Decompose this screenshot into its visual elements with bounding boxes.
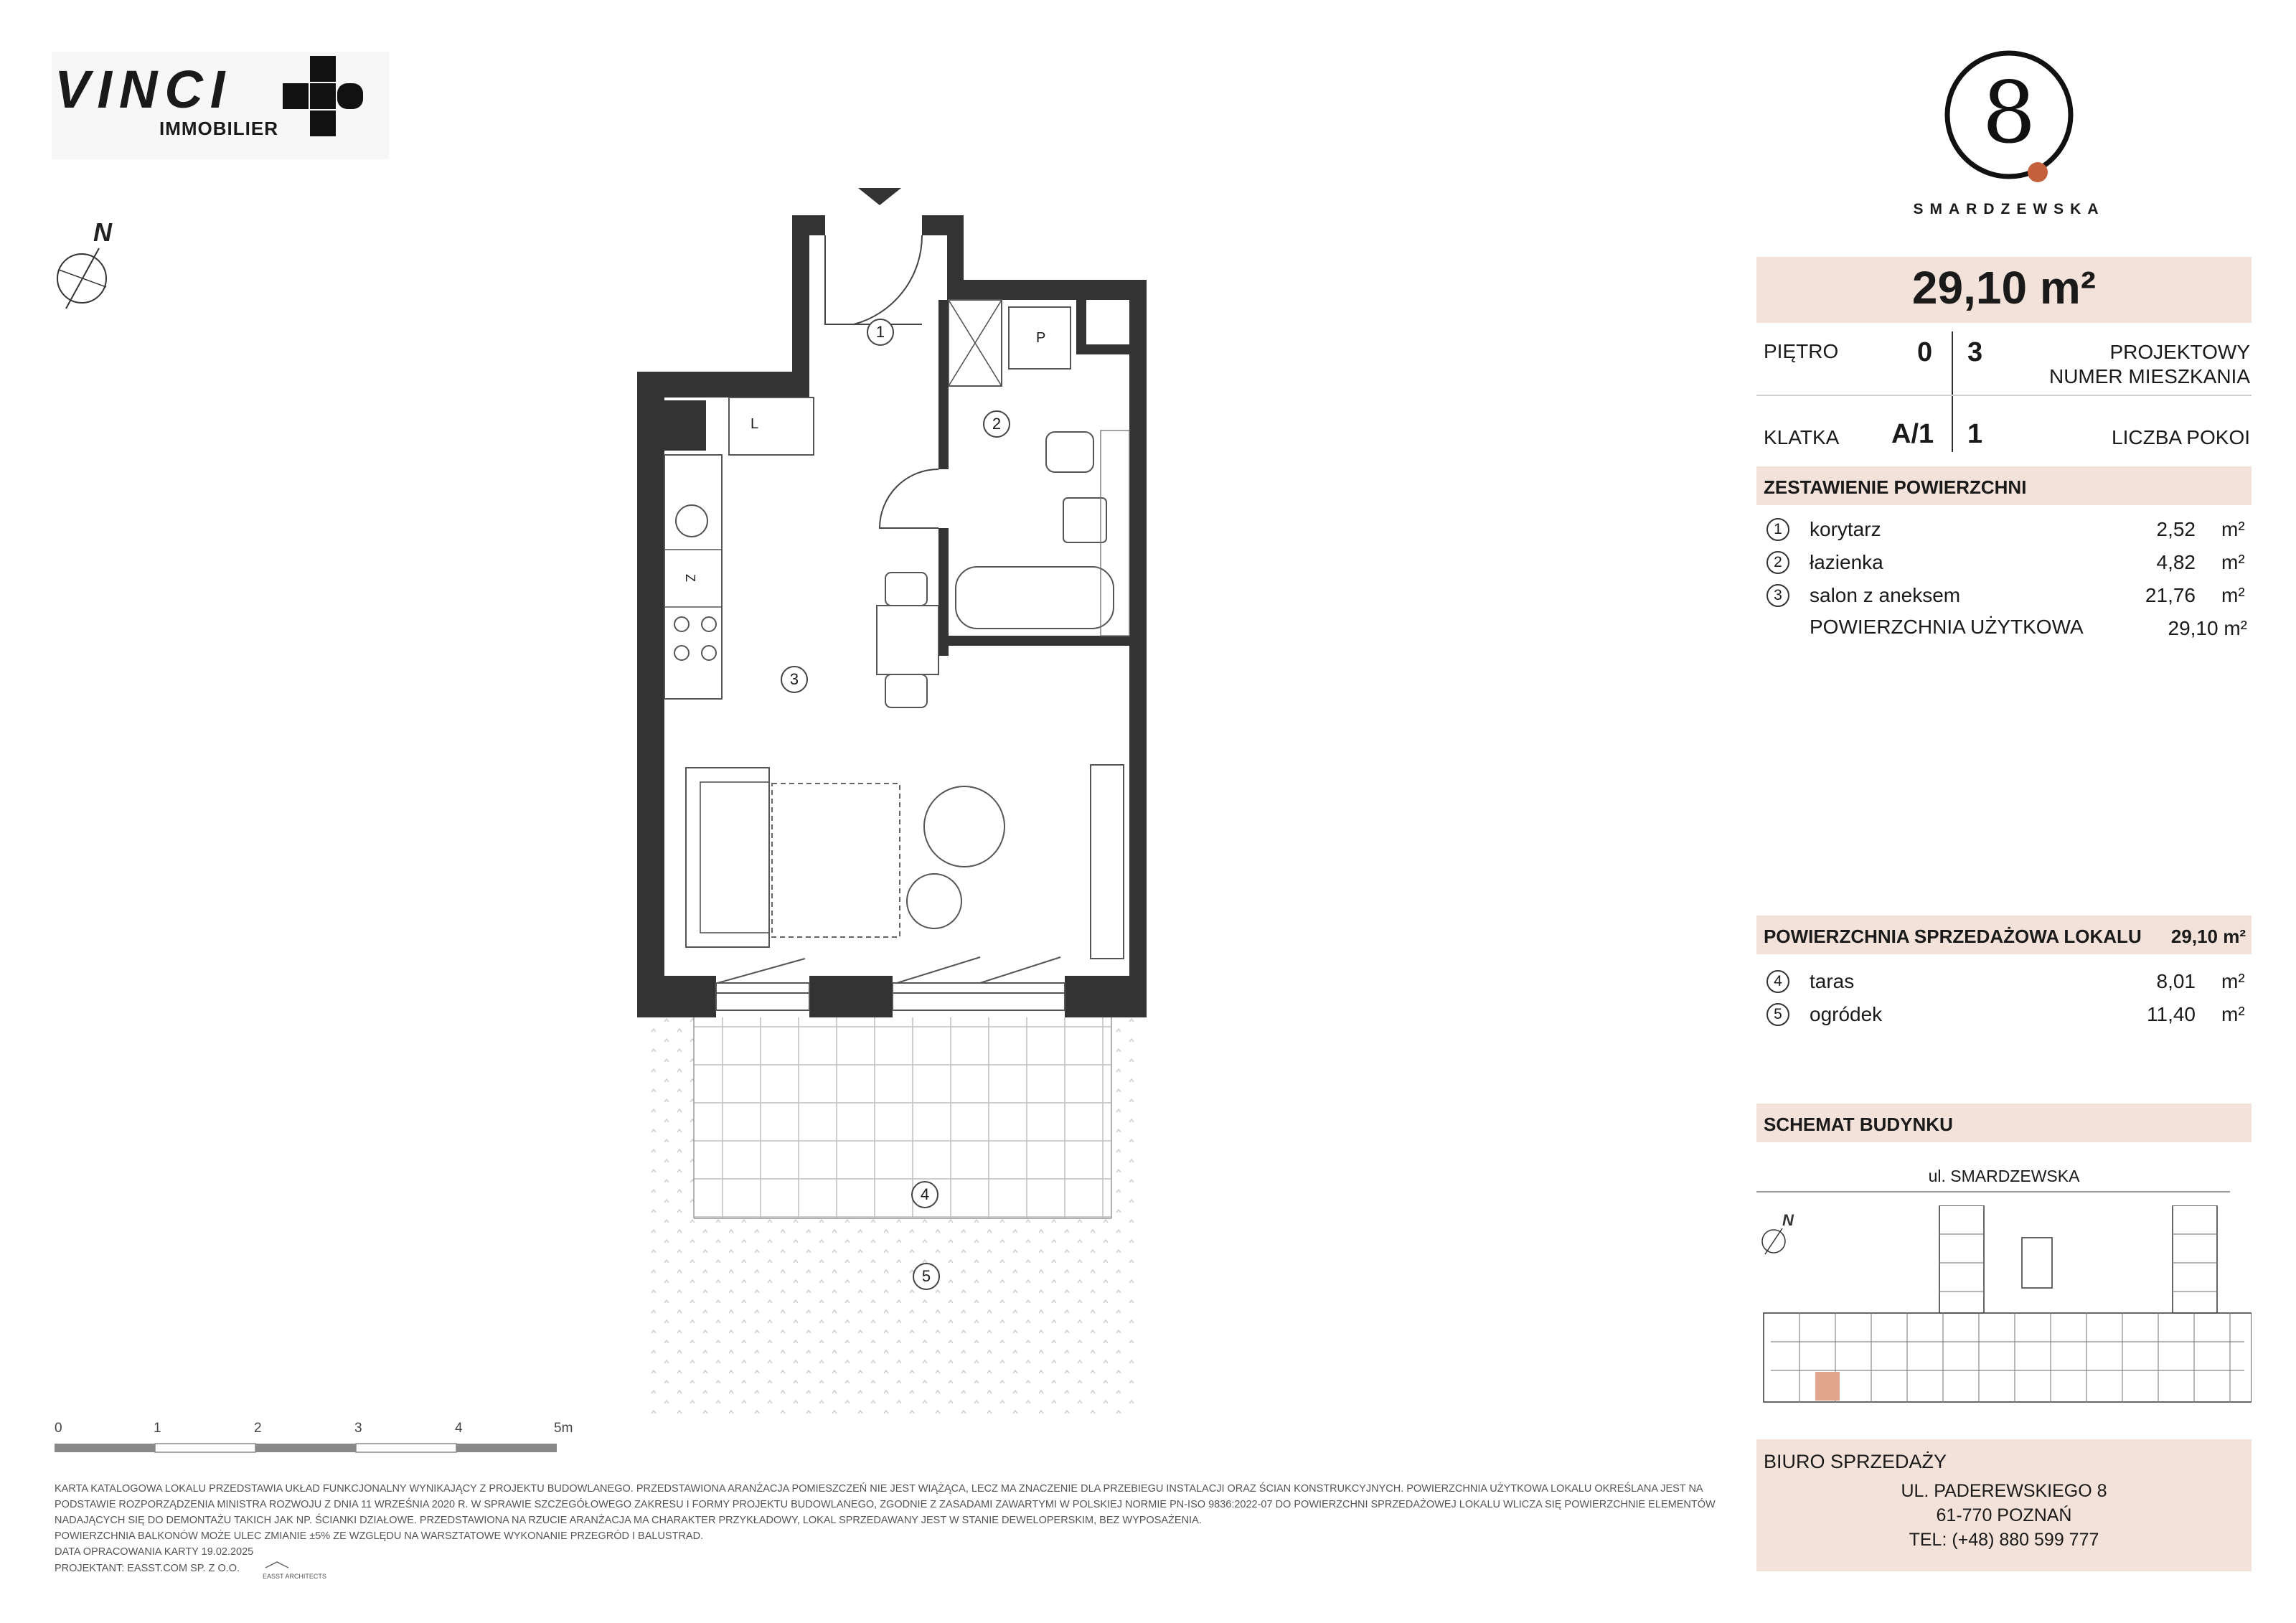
svg-text:N: N [93,217,112,247]
scale-bar [55,1442,578,1457]
sales-office [1756,1439,2252,1571]
note-line: PODSTAWIE ROZPORZĄDZENIA MINISTRA ROZWOJU Z DNIA 11 WRZEŚNIA 2020 R. W SPRAWIE SZCZEGÓŁOWEGO ZAKRESU I FORMY PROJEKTU BUDOWLANEGO, ZGODNIE Z ZASADAMI ZAWARTYMI W POLSKIEJ NORMIE PN-ISO 9836:2022-07 DO POWIERZCHNI SPRZEDAŻOWEJ LOKALU WLICZA SIĘ POWIERZCHNIE ELEMENTÓW [55,1499,1716,1510]
total-area: 29,10 m² [1911,262,2097,314]
logo-digit: 8 [1982,63,2036,162]
project-name: SMARDZEWSKA [1913,201,2105,217]
scale-label-0: 0 [55,1421,62,1436]
sales-header: POWIERZCHNIA SPRZEDAŻOWA LOKALU [1764,926,2142,947]
smardzewska-logo [1930,50,2088,222]
vinci-cross-icon [274,55,382,141]
sales-row-value: 11,40 [2147,1003,2196,1025]
wardrobe-label: L [751,416,759,432]
area-row-number: 1 [1766,518,1789,541]
office-title: BIURO SPRZEDAŻY [1764,1451,1947,1472]
area-row-value: 2,52 [2156,518,2196,540]
easst-logo-icon [263,1561,291,1569]
area-row-unit: m² [2221,584,2245,606]
sales-header-band [1756,916,2252,954]
note-line: KARTA KATALOGOWA LOKALU PRZEDSTAWIA UKŁAD FUNKCJONALNY WYNIKAJĄCY Z PROJEKTU BUDOWLANEGO. PRZEDSTAWIONA ARANŻACJA POMIESZCZEŃ NIE JEST WIĄŻĄCA, LECZ MA ZNACZENIE DLA PRZEBIEGU INSTALACJI ORAZ ŚCIAN KONSTRUKCYJNYCH. POWIERZCHNIA UŻYTKOWA LOKALU OKREŚLANA JEST NA [55,1483,1703,1495]
room-number-4: 4 [911,1181,938,1208]
area-row-value: 4,82 [2156,551,2196,573]
areas-header-band [1756,466,2252,505]
designer-credit: PROJEKTANT: EASST.COM SP. Z O.O. [55,1563,240,1574]
pantry-label: P [1036,330,1046,346]
floor-label: PIĘTRO [1764,340,1839,362]
room-number-1: 1 [867,319,894,346]
vinci-wordmark: VINCI [55,60,232,119]
area-header [1756,257,2252,323]
area-row-name: salon z aneksem [1810,584,1961,606]
area-row-name: korytarz [1810,518,1881,540]
sales-row-name: taras [1810,970,1855,992]
area-row-unit: m² [2221,518,2245,540]
sales-row-number: 5 [1766,1003,1789,1026]
sales-area-value: 29,10 m² [2170,926,2246,947]
sales-row-unit: m² [2221,970,2245,992]
office-phone: TEL: (+48) 880 599 777 [1909,1530,2099,1550]
scale-label-3: 3 [354,1421,362,1436]
room-number-5: 5 [913,1263,940,1290]
note-line: NADAJĄCYCH SIĘ DO DEMONTAŻU TAKICH JAK NP. ŚCIANKI DZIAŁOWE. PRZEDSTAWIONA NA RZUCIE ARANŻACJA MA CHARAKTER PRZYKŁADOWY, LOKAL SPRZEDAWANY JEST W STANIE DEWELOPERSKIM, BEZ WYPOSAŻENIA. [55,1515,1202,1526]
designer-logo: EASST ARCHITECTS [263,1560,334,1580]
office-address-city: 61-770 POZNAŃ [1936,1505,2072,1525]
scale-label-2: 2 [254,1421,262,1436]
usable-area-value: 29,10 m² [2168,617,2247,639]
schema-street: ul. SMARDZEWSKA [1928,1167,2080,1185]
sales-row-name: ogródek [1810,1003,1883,1025]
area-row-unit: m² [2221,551,2245,573]
scale-label-4: 4 [455,1421,463,1436]
schema-header: SCHEMAT BUDYNKU [1764,1114,1953,1135]
building-schema [1756,1205,2252,1421]
sales-row-value: 8,01 [2156,970,2196,992]
north-arrow-icon [52,215,123,316]
flat-number: 3 [1967,337,1983,367]
stair-value: A/1 [1891,419,1934,449]
flat-number-label: PROJEKTOWY NUMER MIESZKANIA [2048,341,2250,387]
rooms-count: 1 [1967,419,1983,449]
scale-label-5: 5m [554,1421,573,1436]
floor-plan [631,179,1148,1428]
note-line: POWIERZCHNIA BALKONÓW MOŻE ULEC ZMIANIE ±5% ZE WZGLĘDU NA WARSZTATOWE WYKONANIE PRZEGRÓD I BALUSTRAD. [55,1530,704,1542]
stair-label: KLATKA [1764,426,1840,448]
scale-label-1: 1 [154,1421,161,1436]
area-row-number: 3 [1766,584,1789,607]
office-address-street: UL. PADEREWSKIEGO 8 [1901,1481,2107,1501]
area-row-value: 21,76 [2145,584,2196,606]
vinci-subtitle: IMMOBILIER [159,118,278,139]
svg-text:N: N [1782,1211,1794,1229]
rooms-label: LICZBA POKOI [2112,426,2250,448]
note-date: DATA OPRACOWANIA KARTY 19.02.2025 [55,1546,254,1558]
room-number-3: 3 [781,666,808,693]
sales-row-number: 4 [1766,970,1789,993]
terrace-area [694,1017,1111,1218]
vinci-logo [52,52,389,159]
schema-header-band [1756,1104,2252,1142]
entrance-arrow-icon [858,188,901,205]
disclaimer-notes [55,1481,1733,1560]
area-row-number: 2 [1766,551,1789,574]
usable-area-label: POWIERZCHNIA UŻYTKOWA [1810,616,2084,638]
fridge-label: Z [683,574,697,582]
sales-row-unit: m² [2221,1003,2245,1025]
room-number-2: 2 [983,410,1010,438]
floor-value: 0 [1917,337,1933,367]
area-row-name: łazienka [1810,551,1883,573]
unit-highlight [1815,1372,1840,1401]
areas-header: ZESTAWIENIE POWIERZCHNI [1764,476,2027,498]
